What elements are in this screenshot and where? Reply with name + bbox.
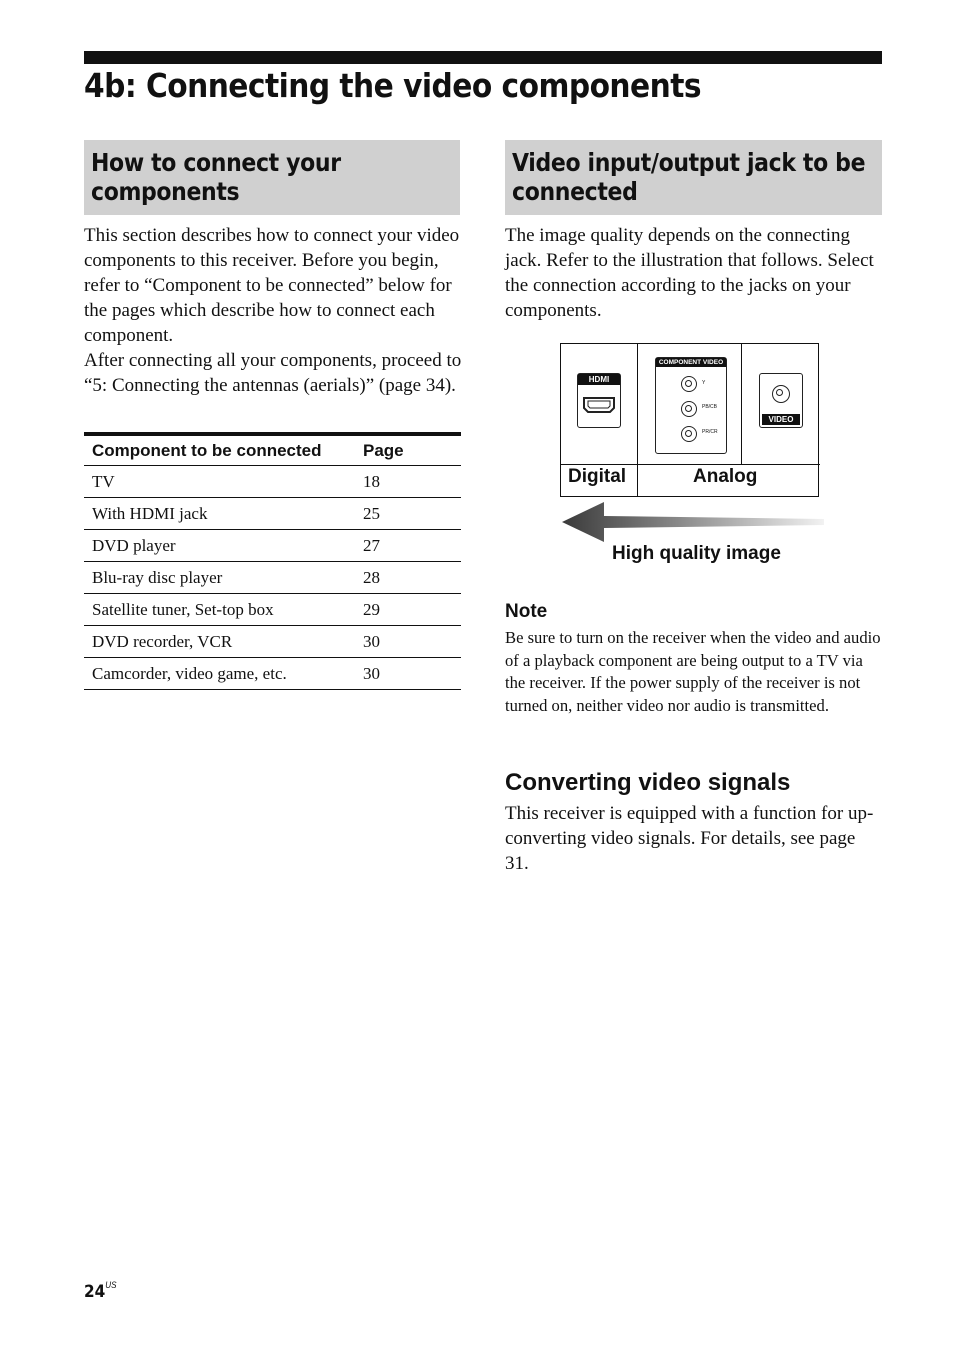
table-cell-page: 30 (355, 626, 461, 658)
pb-jack-icon (681, 401, 697, 417)
quality-arrow-icon (560, 500, 826, 544)
video-jack-panel (759, 373, 803, 428)
divider (637, 344, 638, 497)
y-jack-icon (681, 376, 697, 392)
table-cell-component: TV (84, 466, 355, 498)
table-cell-page: 30 (355, 658, 461, 690)
page-number (84, 1282, 117, 1302)
analog-label: Analog (693, 466, 758, 487)
table-row (84, 626, 461, 658)
table-row (84, 658, 461, 690)
table-cell-page: 28 (355, 562, 461, 594)
table-cell-component: Blu-ray disc player (84, 562, 355, 594)
section-heading-box-right (505, 140, 882, 215)
video-label: VIDEO (762, 414, 800, 425)
component-video-label: COMPONENT VIDEO (656, 358, 726, 367)
note-heading: Note (505, 601, 548, 622)
note-text: Be sure to turn on the receiver when the video and audio of a playback component are being output to a TV via the receiver. If the power supply of the receiver is not turned on, neither video nor audio is transmitted. (505, 628, 881, 715)
y-jack-label: Y (702, 380, 706, 386)
converting-text: This receiver is equipped with a function for up-converting video signals. For details, see page 31. (505, 803, 874, 874)
table-cell-page: 29 (355, 594, 461, 626)
section-heading-how-to-connect: How to connect your components (91, 148, 341, 206)
digital-label: Digital (568, 466, 627, 487)
intro-paragraph-2: After connecting all your components, proceed to “5: Connecting the antennas (aerials)” (page 34). (84, 350, 462, 396)
page-title: 4b: Connecting the video components (84, 66, 702, 105)
jack-illustration (560, 343, 819, 497)
table-cell-component: DVD recorder, VCR (84, 626, 355, 658)
intro-text (84, 223, 462, 398)
converting-heading: Converting video signals (505, 769, 791, 796)
table-cell-component: Satellite tuner, Set-top box (84, 594, 355, 626)
pr-jack-icon (681, 426, 697, 442)
hdmi-jack-panel (577, 373, 621, 428)
table-header-row (84, 434, 461, 466)
table-row (84, 530, 461, 562)
section-heading-video-jack: Video input/output jack to be connected (512, 148, 866, 206)
page-number-value: 24 (84, 1282, 106, 1302)
section-heading-box-left (84, 140, 460, 215)
arrow-caption: High quality image (612, 543, 781, 564)
component-table (84, 432, 461, 690)
table-cell-component: Camcorder, video game, etc. (84, 658, 355, 690)
table-cell-component: DVD player (84, 530, 355, 562)
page-number-suffix: US (105, 1280, 117, 1290)
divider (561, 464, 820, 465)
table-row (84, 466, 461, 498)
table-row (84, 498, 461, 530)
component-video-panel (655, 357, 727, 454)
hdmi-label: HDMI (578, 374, 620, 385)
table-cell-page: 27 (355, 530, 461, 562)
hdmi-connector-icon (578, 385, 620, 427)
divider (741, 344, 742, 464)
title-rule (84, 51, 882, 64)
table-cell-component: With HDMI jack (84, 498, 355, 530)
pr-jack-label: PR/CR (702, 429, 718, 435)
table-row (84, 562, 461, 594)
table-cell-page: 18 (355, 466, 461, 498)
pb-jack-label: PB/CB (702, 404, 718, 410)
table-cell-page: 25 (355, 498, 461, 530)
video-jack-icon (772, 385, 790, 403)
table-row (84, 594, 461, 626)
table-header-page: Page (355, 434, 461, 466)
jack-intro-paragraph: The image quality depends on the connecting jack. Refer to the illustration that follows. Select the connection according to the jacks on your components. (505, 225, 874, 321)
table-header-component: Component to be connected (84, 434, 355, 466)
intro-paragraph-1: This section describes how to connect your video components to this receiver. Before you begin, refer to “Component to be connected” below for the pages which describe how to connect each component. (84, 225, 460, 346)
